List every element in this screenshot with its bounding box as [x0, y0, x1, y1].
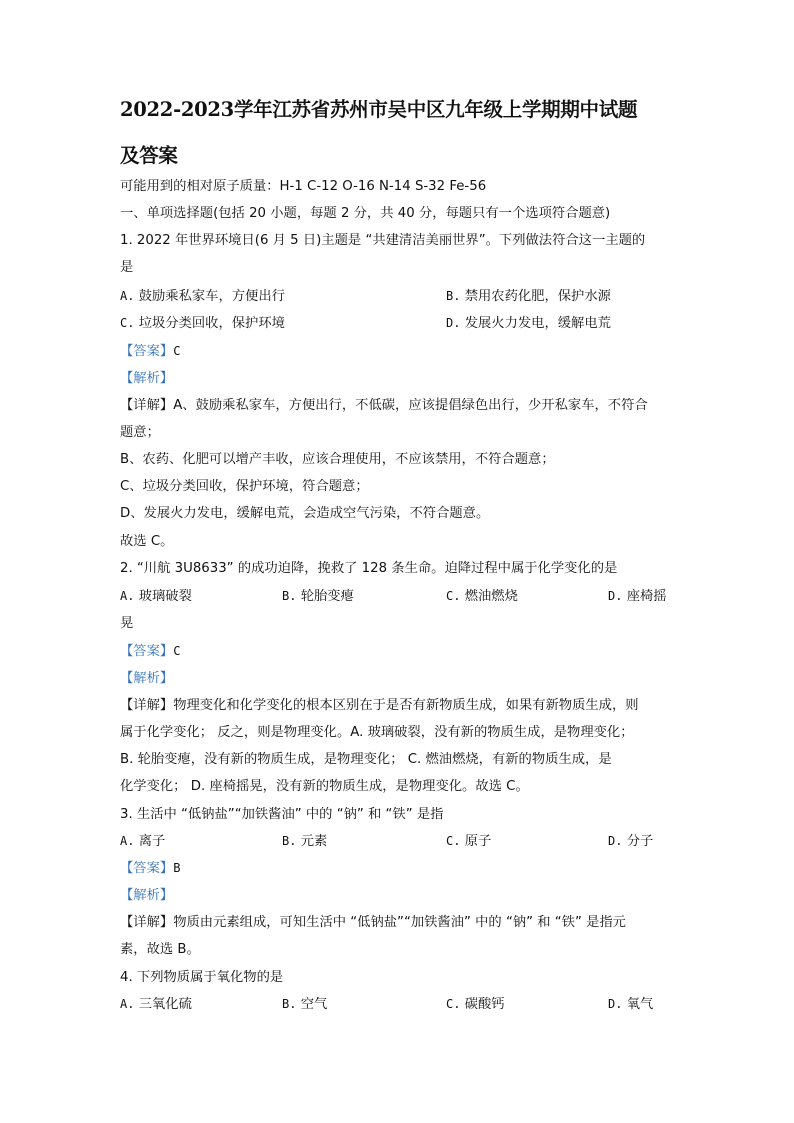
- q4-option-d: D. 氧气: [608, 997, 654, 1012]
- q3-option-c: C. 原子: [446, 834, 492, 849]
- q1-detail-4: C、垃圾分类回收，保护环境，符合题意；: [120, 479, 369, 494]
- q1-detail-3: B、农药、化肥可以增产丰收，应该合理使用，不应该禁用，不符合题意；: [120, 452, 555, 467]
- q1-detail-2: 题意；: [120, 425, 160, 440]
- q3-option-b: B. 元素: [282, 834, 328, 849]
- q3-answer: 【答案】B: [120, 861, 181, 876]
- q1-detail-5: D、发展火力发电，缓解电荒，会造成空气污染，不符合题意。: [120, 506, 490, 521]
- q4-option-a: A. 三氧化硫: [120, 997, 192, 1012]
- q2-option-b: B. 轮胎变瘪: [282, 589, 354, 604]
- q1-option-c: C. 垃圾分类回收，保护环境: [120, 316, 285, 331]
- doc-title-line1: 2022-2023学年江苏省苏州市吴中区九年级上学期期中试题: [120, 98, 638, 121]
- q1-option-a: A. 鼓励乘私家车，方便出行: [120, 289, 285, 304]
- q2-detail-4: 化学变化； D. 座椅摇晃，没有新的物质生成，是物理变化。故选 C。: [120, 779, 529, 794]
- q1-answer: 【答案】C: [120, 344, 181, 359]
- q1-detail-6: 故选 C。: [120, 534, 174, 549]
- q3-stem: 3. 生活中 “低钠盐”“加铁酱油” 中的 “钠” 和 “铁” 是指: [120, 807, 444, 822]
- q2-option-d: D. 座椅摇: [608, 589, 667, 604]
- q2-detail-3: B. 轮胎变瘪，没有新的物质生成，是物理变化； C. 燃油燃烧，有新的物质生成，是: [120, 752, 612, 767]
- detail-tag: 【详解】: [120, 398, 174, 413]
- q2-analysis-tag: 【解析】: [120, 671, 174, 686]
- q4-option-b: B. 空气: [282, 997, 328, 1012]
- q1-stem: 1. 2022 年世界环境日(6 月 5 日)主题是 “共建清洁美丽世界”。下列做法符合这一主题的: [120, 233, 646, 248]
- answer-tag: 【答案】: [120, 344, 174, 359]
- atomic-masses: 可能用到的相对原子质量：H-1 C-12 O-16 N-14 S-32 Fe-56: [120, 179, 487, 194]
- q3-option-a: A. 离子: [120, 834, 166, 849]
- q1-stem-wrap: 是: [120, 260, 134, 275]
- q2-stem: 2. “川航 3U8633” 的成功迫降，挽救了 128 条生命。迫降过程中属于化学变化的是: [120, 561, 618, 576]
- doc-title-line2: 及答案: [120, 144, 178, 167]
- q1-analysis-tag: 【解析】: [120, 371, 174, 386]
- q2-answer: 【答案】C: [120, 644, 181, 659]
- q3-analysis-tag: 【解析】: [120, 888, 174, 903]
- q2-option-wrap: 晃: [120, 616, 134, 631]
- q4-option-c: C. 碳酸钙: [446, 997, 505, 1012]
- detail-tag: 【详解】: [120, 698, 174, 713]
- q4-stem: 4. 下列物质属于氧化物的是: [120, 970, 284, 985]
- answer-tag: 【答案】: [120, 861, 174, 876]
- detail-tag: 【详解】: [120, 915, 174, 930]
- q2-detail-1: 【详解】物理变化和化学变化的根本区别在于是否有新物质生成，如果有新物质生成，则: [120, 698, 639, 713]
- q1-option-b: B. 禁用农药化肥，保护水源: [446, 289, 611, 304]
- q1-detail-1: 【详解】A、鼓励乘私家车，方便出行，不低碳，应该提倡绿色出行，少开私家车，不符合: [120, 398, 648, 413]
- q2-option-a: A. 玻璃破裂: [120, 589, 192, 604]
- q1-option-d: D. 发展火力发电，缓解电荒: [446, 316, 611, 331]
- q2-detail-2: 属于化学变化； 反之，则是物理变化。A. 玻璃破裂，没有新的物质生成，是物理变化；: [120, 725, 634, 740]
- q2-option-c: C. 燃油燃烧: [446, 589, 518, 604]
- q3-detail-1: 【详解】物质由元素组成，可知生活中 “低钠盐”“加铁酱油” 中的 “钠” 和 “铁” 是指元: [120, 915, 626, 930]
- section-heading: 一、单项选择题(包括 20 小题，每题 2 分，共 40 分，每题只有一个选项符合题意): [120, 206, 611, 221]
- q3-option-d: D. 分子: [608, 834, 654, 849]
- answer-tag: 【答案】: [120, 644, 174, 659]
- q3-detail-2: 素，故选 B。: [120, 942, 200, 957]
